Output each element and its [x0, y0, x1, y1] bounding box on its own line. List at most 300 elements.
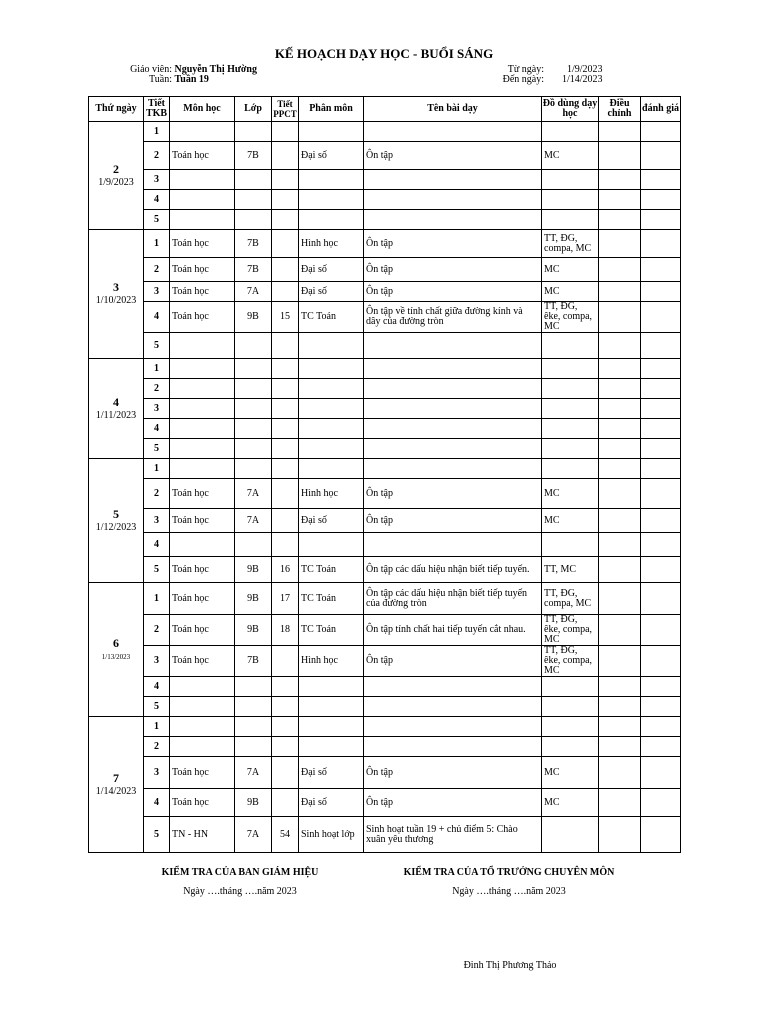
col-header-day: Thứ ngày	[89, 97, 144, 122]
branch-cell	[299, 399, 364, 419]
ppct-cell	[272, 509, 299, 533]
subject-cell	[170, 717, 235, 737]
ppct-cell	[272, 789, 299, 817]
adjust-cell	[599, 509, 641, 533]
adjust-cell	[599, 302, 641, 333]
table-row	[89, 379, 681, 399]
period-cell: 3	[144, 646, 170, 677]
branch-cell	[299, 359, 364, 379]
subject-cell	[170, 333, 235, 359]
weekday-number: 2	[113, 161, 119, 176]
subject-cell: Toán học	[170, 142, 235, 170]
materials-cell: MC	[542, 789, 599, 817]
materials-cell	[542, 697, 599, 717]
branch-cell: Hình học	[299, 646, 364, 677]
col-header-evaluate: đánh giá	[641, 97, 681, 122]
teacher-label: Giáo viên:	[130, 64, 172, 75]
subject-cell: Toán học	[170, 789, 235, 817]
subject-cell: Toán học	[170, 479, 235, 509]
ppct-cell	[272, 737, 299, 757]
materials-cell: MC	[542, 142, 599, 170]
period-cell: 5	[144, 333, 170, 359]
header-row	[89, 97, 681, 122]
materials-cell: TT, ĐG, compa, MC	[542, 583, 599, 615]
evaluate-cell	[641, 459, 681, 479]
period-cell: 1	[144, 359, 170, 379]
class-cell	[235, 737, 272, 757]
weekday-number: 4	[113, 394, 119, 409]
materials-cell: TT, ĐG, compa, MC	[542, 230, 599, 258]
class-cell: 9B	[235, 615, 272, 646]
table-row	[89, 190, 681, 210]
evaluate-cell	[641, 210, 681, 230]
ppct-cell: 54	[272, 817, 299, 853]
materials-cell	[542, 717, 599, 737]
table-row	[89, 677, 681, 697]
class-cell	[235, 439, 272, 459]
table-row	[89, 789, 681, 817]
subject-cell	[170, 677, 235, 697]
lesson-cell: Ôn tập	[364, 757, 542, 789]
lesson-cell: Ôn tập	[364, 509, 542, 533]
table-row	[89, 122, 681, 142]
materials-cell	[542, 170, 599, 190]
branch-cell	[299, 190, 364, 210]
evaluate-cell	[641, 509, 681, 533]
class-cell	[235, 459, 272, 479]
period-cell: 2	[144, 479, 170, 509]
ppct-cell: 18	[272, 615, 299, 646]
day-date: 1/11/2023	[95, 409, 137, 421]
materials-cell: TT, ĐG, êke, compa, MC	[542, 302, 599, 333]
lesson-cell	[364, 399, 542, 419]
lesson-cell	[364, 439, 542, 459]
evaluate-cell	[641, 789, 681, 817]
materials-cell	[542, 419, 599, 439]
materials-cell	[542, 122, 599, 142]
class-cell: 7A	[235, 479, 272, 509]
subject-cell: Toán học	[170, 258, 235, 282]
day-date: 1/9/2023	[98, 176, 134, 188]
day-date: 1/13/2023	[101, 652, 131, 661]
ppct-cell	[272, 333, 299, 359]
subject-cell	[170, 419, 235, 439]
subject-cell	[170, 359, 235, 379]
period-cell: 4	[144, 419, 170, 439]
evaluate-cell	[641, 230, 681, 258]
day-date: 1/14/2023	[95, 785, 137, 797]
table-row	[89, 333, 681, 359]
week-label: Tuần:	[149, 74, 172, 85]
period-cell: 1	[144, 230, 170, 258]
evaluate-cell	[641, 533, 681, 557]
branch-cell: Đại số	[299, 258, 364, 282]
materials-cell: MC	[542, 258, 599, 282]
period-cell: 3	[144, 170, 170, 190]
branch-cell	[299, 170, 364, 190]
subject-cell	[170, 697, 235, 717]
period-cell: 1	[144, 717, 170, 737]
branch-cell	[299, 717, 364, 737]
subject-cell: Toán học	[170, 757, 235, 789]
ppct-cell	[272, 379, 299, 399]
ppct-cell	[272, 717, 299, 737]
branch-cell: TC Toán	[299, 557, 364, 583]
evaluate-cell	[641, 142, 681, 170]
table-row	[89, 142, 681, 170]
branch-cell: Sinh hoạt lớp	[299, 817, 364, 853]
day-cell	[89, 583, 144, 717]
adjust-cell	[599, 379, 641, 399]
page-title: KẾ HOẠCH DẠY HỌC - BUỔI SÁNG	[274, 46, 494, 61]
ppct-cell	[272, 258, 299, 282]
adjust-cell	[599, 419, 641, 439]
adjust-cell	[599, 190, 641, 210]
lesson-cell: Ôn tập các dấu hiệu nhận biết tiếp tuyến.	[364, 557, 542, 583]
materials-cell	[542, 459, 599, 479]
table-row	[89, 210, 681, 230]
subject-cell	[170, 122, 235, 142]
period-cell: 5	[144, 697, 170, 717]
evaluate-cell	[641, 170, 681, 190]
ppct-cell	[272, 479, 299, 509]
ppct-cell: 15	[272, 302, 299, 333]
lesson-cell: Ôn tập các dấu hiệu nhận biết tiếp tuyến của đường tròn	[364, 583, 542, 615]
footer-left	[110, 867, 370, 897]
class-cell	[235, 333, 272, 359]
branch-cell	[299, 122, 364, 142]
branch-cell: Đại số	[299, 509, 364, 533]
evaluate-cell	[641, 817, 681, 853]
ppct-cell	[272, 757, 299, 789]
adjust-cell	[599, 439, 641, 459]
materials-cell: TT, MC	[542, 557, 599, 583]
lesson-cell: Ôn tập về tính chất giữa đường kính và dây của đường tròn	[364, 302, 542, 333]
materials-cell: TT, ĐG, êke, compa, MC	[542, 615, 599, 646]
evaluate-cell	[641, 419, 681, 439]
lesson-cell: Ôn tập	[364, 258, 542, 282]
evaluate-cell	[641, 479, 681, 509]
adjust-cell	[599, 697, 641, 717]
col-header-materials: Đồ dùng dạy học	[542, 97, 599, 122]
week-value: Tuần 19	[174, 74, 209, 85]
ppct-cell	[272, 142, 299, 170]
class-cell: 7A	[235, 509, 272, 533]
weekday-number: 5	[113, 506, 119, 521]
period-cell: 2	[144, 258, 170, 282]
class-cell	[235, 399, 272, 419]
period-cell: 3	[144, 757, 170, 789]
class-cell	[235, 359, 272, 379]
materials-cell	[542, 737, 599, 757]
lesson-cell: Ôn tập	[364, 230, 542, 258]
adjust-cell	[599, 677, 641, 697]
lesson-cell	[364, 533, 542, 557]
period-cell: 4	[144, 190, 170, 210]
lesson-cell	[364, 697, 542, 717]
branch-cell	[299, 333, 364, 359]
day-cell	[89, 359, 144, 459]
evaluate-cell	[641, 122, 681, 142]
adjust-cell	[599, 282, 641, 302]
lesson-cell	[364, 677, 542, 697]
materials-cell	[542, 533, 599, 557]
table-row	[89, 170, 681, 190]
lesson-cell	[364, 190, 542, 210]
lesson-cell	[364, 122, 542, 142]
period-cell: 5	[144, 210, 170, 230]
ppct-cell	[272, 359, 299, 379]
lesson-cell: Ôn tập	[364, 479, 542, 509]
class-cell: 7A	[235, 817, 272, 853]
day-date: 1/12/2023	[95, 521, 137, 533]
from-date-label: Từ ngày:	[507, 64, 544, 75]
evaluate-cell	[641, 583, 681, 615]
materials-cell	[542, 379, 599, 399]
adjust-cell	[599, 142, 641, 170]
ppct-cell: 16	[272, 557, 299, 583]
evaluate-cell	[641, 615, 681, 646]
adjust-cell	[599, 757, 641, 789]
period-cell: 2	[144, 379, 170, 399]
class-cell	[235, 717, 272, 737]
materials-cell: MC	[542, 509, 599, 533]
period-cell: 4	[144, 677, 170, 697]
evaluate-cell	[641, 677, 681, 697]
lesson-cell	[364, 333, 542, 359]
table-row	[89, 737, 681, 757]
lesson-cell	[364, 170, 542, 190]
teacher-name: Nguyễn Thị Hường	[174, 64, 257, 75]
materials-cell: MC	[542, 282, 599, 302]
class-cell	[235, 419, 272, 439]
table-body	[89, 122, 681, 853]
branch-cell: TC Toán	[299, 583, 364, 615]
class-cell	[235, 533, 272, 557]
branch-cell	[299, 210, 364, 230]
col-header-ppct: Tiết PPCT	[272, 97, 299, 122]
subject-cell	[170, 379, 235, 399]
table-row	[89, 817, 681, 853]
adjust-cell	[599, 583, 641, 615]
adjust-cell	[599, 170, 641, 190]
branch-cell: Đại số	[299, 789, 364, 817]
ppct-cell	[272, 210, 299, 230]
adjust-cell	[599, 230, 641, 258]
table-row	[89, 697, 681, 717]
table-row	[89, 509, 681, 533]
adjust-cell	[599, 615, 641, 646]
to-date-value: 1/14/2023	[561, 74, 603, 85]
lesson-cell: Ôn tập	[364, 646, 542, 677]
materials-cell	[542, 190, 599, 210]
class-cell	[235, 379, 272, 399]
lesson-cell: Ôn tập tính chất hai tiếp tuyến cắt nhau.	[364, 615, 542, 646]
table-row	[89, 533, 681, 557]
branch-cell: TC Toán	[299, 302, 364, 333]
adjust-cell	[599, 479, 641, 509]
evaluate-cell	[641, 333, 681, 359]
adjust-cell	[599, 533, 641, 557]
subject-cell: TN - HN	[170, 817, 235, 853]
adjust-cell	[599, 122, 641, 142]
evaluate-cell	[641, 557, 681, 583]
table-row	[89, 359, 681, 379]
col-header-branch: Phân môn	[299, 97, 364, 122]
from-date-value: 1/9/2023	[566, 64, 603, 75]
class-cell: 9B	[235, 583, 272, 615]
table-row	[89, 399, 681, 419]
period-cell: 4	[144, 533, 170, 557]
col-header-subject: Môn học	[170, 97, 235, 122]
subject-cell: Toán học	[170, 557, 235, 583]
materials-cell: MC	[542, 479, 599, 509]
class-cell: 7B	[235, 258, 272, 282]
subject-cell	[170, 399, 235, 419]
lesson-cell	[364, 210, 542, 230]
subject-cell	[170, 190, 235, 210]
subject-cell: Toán học	[170, 646, 235, 677]
subject-cell: Toán học	[170, 509, 235, 533]
period-cell: 2	[144, 737, 170, 757]
class-cell: 7B	[235, 230, 272, 258]
ppct-cell	[272, 439, 299, 459]
class-cell: 9B	[235, 557, 272, 583]
branch-cell	[299, 459, 364, 479]
table-row	[89, 419, 681, 439]
branch-cell: TC Toán	[299, 615, 364, 646]
table-row	[89, 479, 681, 509]
materials-cell	[542, 359, 599, 379]
adjust-cell	[599, 210, 641, 230]
ppct-cell	[272, 697, 299, 717]
adjust-cell	[599, 459, 641, 479]
period-cell: 1	[144, 459, 170, 479]
lesson-cell: Ôn tập	[364, 789, 542, 817]
table-row	[89, 302, 681, 333]
evaluate-cell	[641, 737, 681, 757]
branch-cell	[299, 737, 364, 757]
table-row	[89, 717, 681, 737]
period-cell: 3	[144, 399, 170, 419]
lesson-cell	[364, 717, 542, 737]
period-cell: 2	[144, 615, 170, 646]
adjust-cell	[599, 258, 641, 282]
table-row	[89, 459, 681, 479]
ppct-cell	[272, 399, 299, 419]
table-row	[89, 757, 681, 789]
branch-cell: Đại số	[299, 142, 364, 170]
subject-cell	[170, 737, 235, 757]
branch-cell	[299, 533, 364, 557]
footer-right	[378, 867, 640, 897]
class-cell: 9B	[235, 789, 272, 817]
period-cell: 5	[144, 557, 170, 583]
evaluate-cell	[641, 359, 681, 379]
table-row	[89, 258, 681, 282]
to-date-label: Đến ngày:	[502, 74, 544, 85]
ppct-cell	[272, 459, 299, 479]
branch-cell	[299, 439, 364, 459]
branch-cell	[299, 697, 364, 717]
evaluate-cell	[641, 646, 681, 677]
branch-cell: Đại số	[299, 282, 364, 302]
evaluate-cell	[641, 379, 681, 399]
materials-cell: MC	[542, 757, 599, 789]
adjust-cell	[599, 646, 641, 677]
week-line	[100, 74, 209, 85]
period-cell: 5	[144, 817, 170, 853]
evaluate-cell	[641, 190, 681, 210]
day-cell	[89, 459, 144, 583]
lesson-cell	[364, 419, 542, 439]
class-cell: 7A	[235, 757, 272, 789]
class-cell	[235, 697, 272, 717]
signer-name: Đinh Thị Phương Thảo	[463, 960, 557, 971]
col-header-class: Lớp	[235, 97, 272, 122]
adjust-cell	[599, 399, 641, 419]
table-row	[89, 583, 681, 615]
class-cell	[235, 190, 272, 210]
lesson-cell	[364, 379, 542, 399]
ppct-cell: 17	[272, 583, 299, 615]
col-header-period: Tiết TKB	[144, 97, 170, 122]
day-cell	[89, 717, 144, 853]
principal-check-title: KIỂM TRA CỦA BAN GIÁM HIỆU	[161, 867, 319, 878]
period-cell: 2	[144, 142, 170, 170]
weekday-number: 7	[113, 770, 119, 785]
ppct-cell	[272, 230, 299, 258]
period-cell: 5	[144, 439, 170, 459]
materials-cell	[542, 817, 599, 853]
day-date: 1/10/2023	[95, 295, 137, 306]
adjust-cell	[599, 737, 641, 757]
adjust-cell	[599, 333, 641, 359]
subject-cell: Toán học	[170, 615, 235, 646]
evaluate-cell	[641, 757, 681, 789]
subject-cell	[170, 170, 235, 190]
evaluate-cell	[641, 439, 681, 459]
weekday-number: 3	[113, 280, 119, 294]
evaluate-cell	[641, 717, 681, 737]
materials-cell	[542, 677, 599, 697]
head-check-date: Ngày ….tháng ….năm 2023	[452, 886, 566, 897]
period-cell: 3	[144, 509, 170, 533]
branch-cell: Hình học	[299, 479, 364, 509]
adjust-cell	[599, 817, 641, 853]
to-date-line	[470, 74, 603, 85]
head-check-title: KIỂM TRA CỦA TỔ TRƯỞNG CHUYÊN MÔN	[403, 867, 615, 878]
class-cell	[235, 677, 272, 697]
period-cell: 1	[144, 122, 170, 142]
subject-cell: Toán học	[170, 302, 235, 333]
period-cell: 4	[144, 789, 170, 817]
col-header-lesson: Tên bài dạy	[364, 97, 542, 122]
subject-cell: Toán học	[170, 583, 235, 615]
ppct-cell	[272, 419, 299, 439]
subject-cell: Toán học	[170, 230, 235, 258]
table-row	[89, 439, 681, 459]
principal-check-date: Ngày ….tháng ….năm 2023	[183, 886, 297, 897]
lesson-cell	[364, 459, 542, 479]
branch-cell	[299, 419, 364, 439]
subject-cell	[170, 210, 235, 230]
day-cell	[89, 122, 144, 230]
day-cell	[89, 230, 144, 359]
branch-cell: Đại số	[299, 757, 364, 789]
evaluate-cell	[641, 302, 681, 333]
evaluate-cell	[641, 258, 681, 282]
